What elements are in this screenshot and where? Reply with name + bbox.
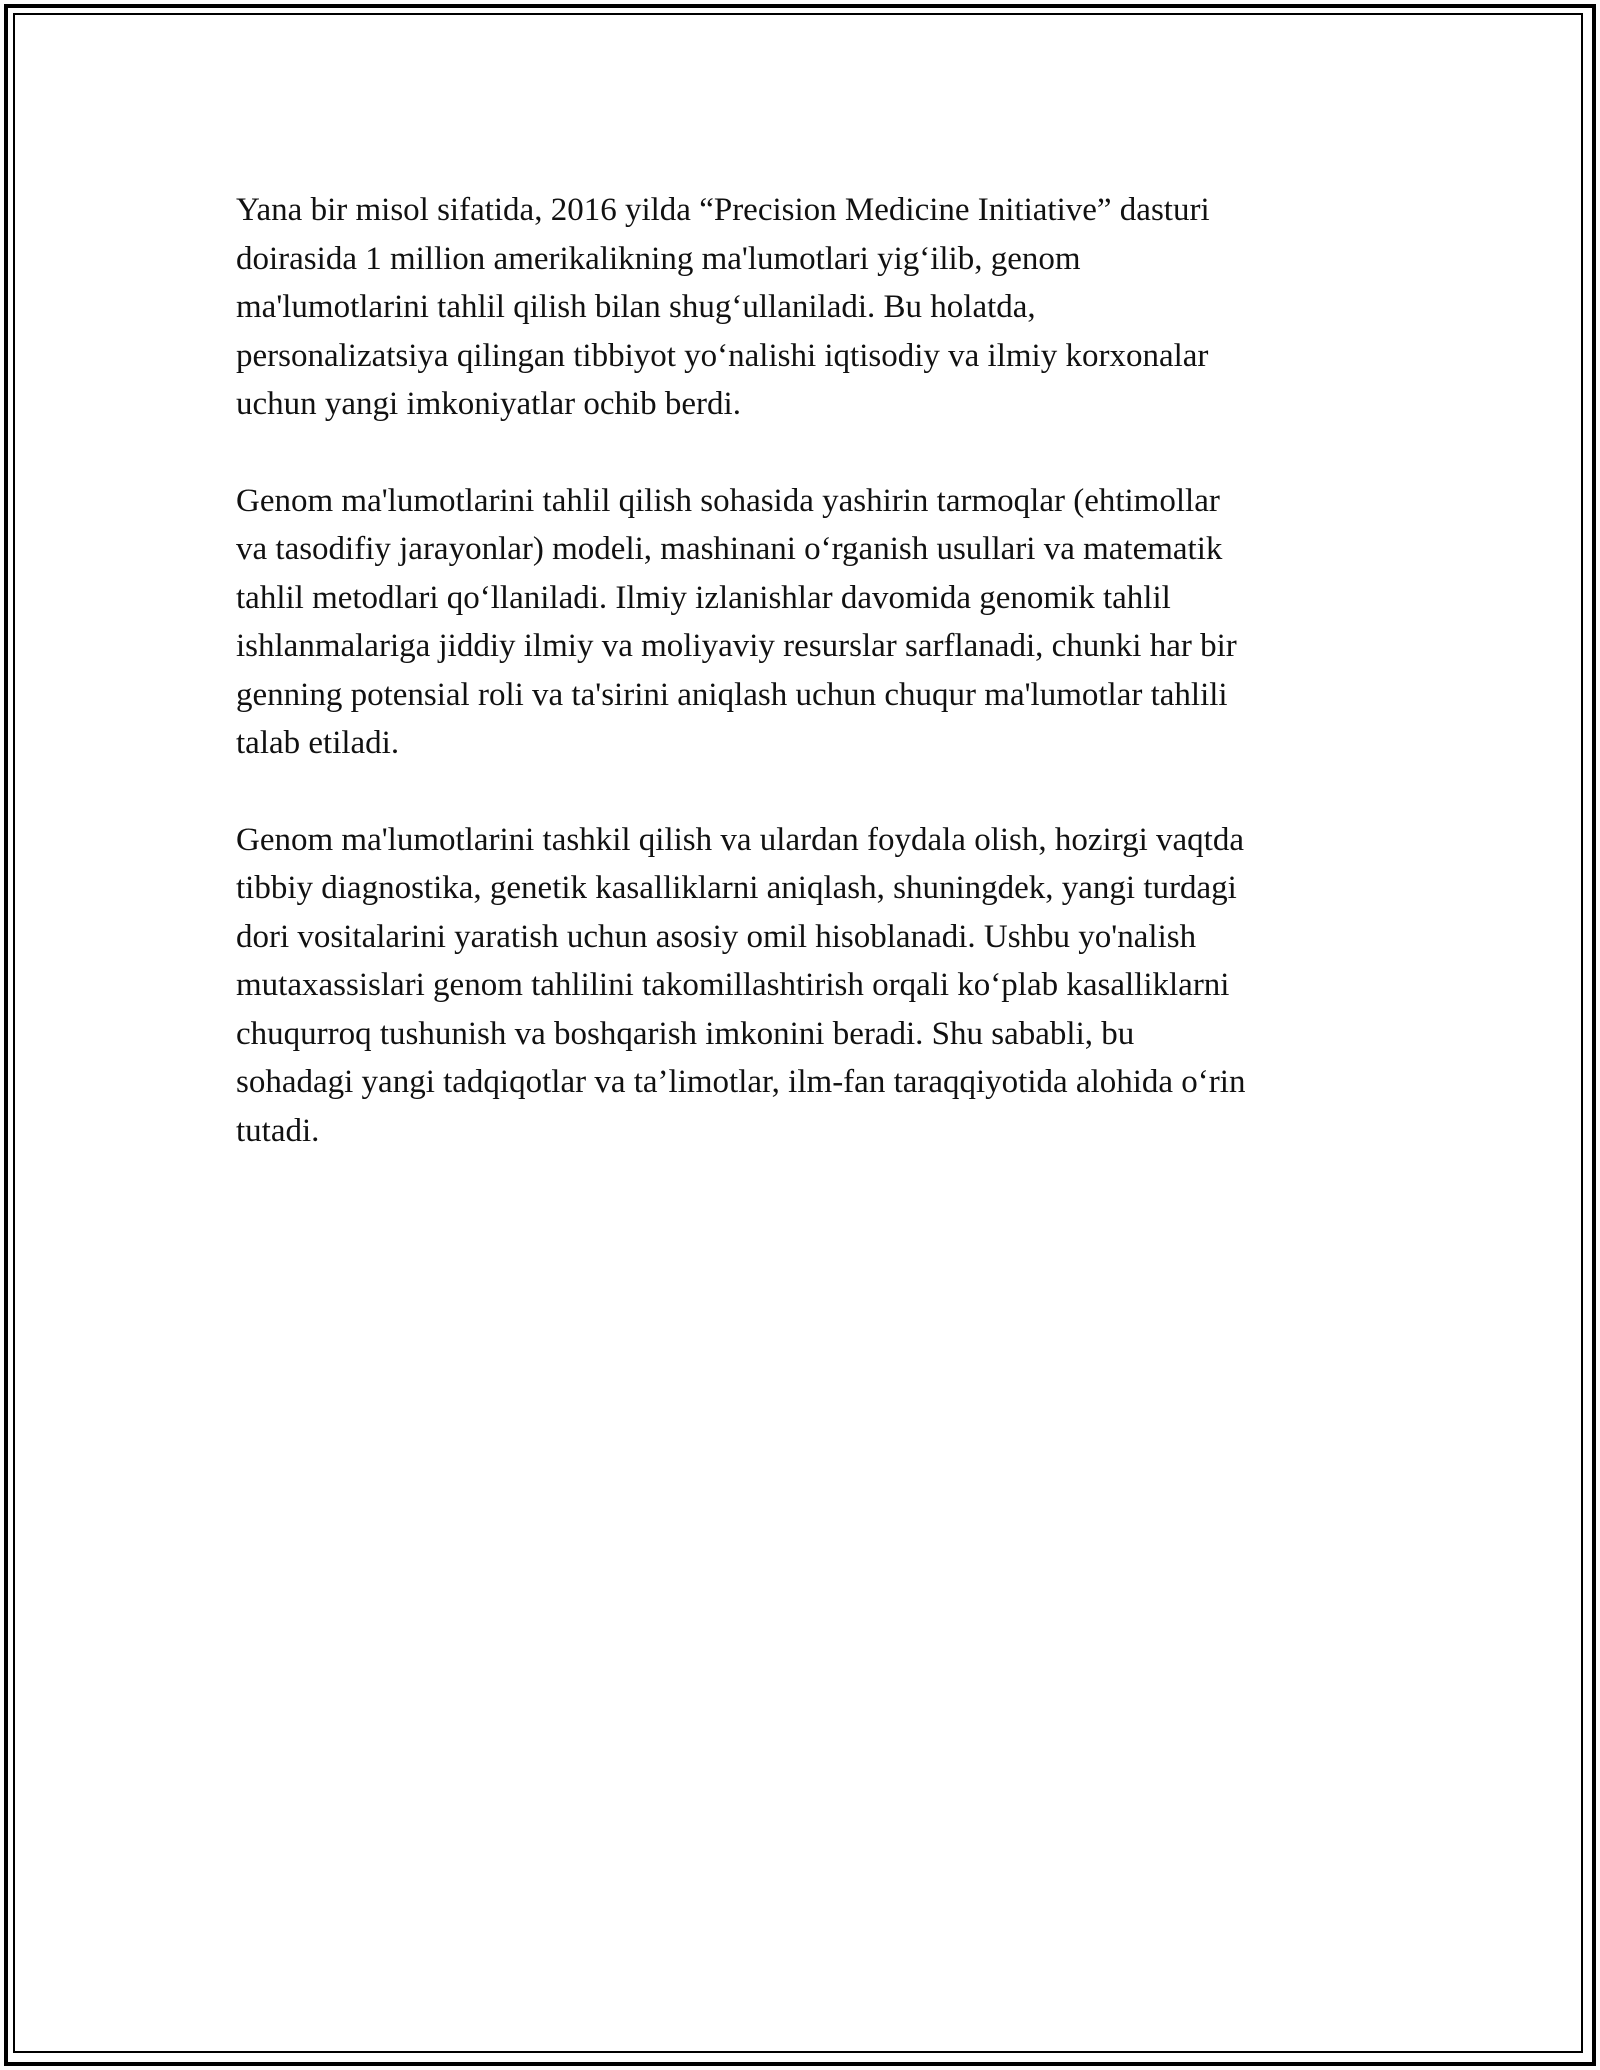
document-body bbox=[236, 186, 1376, 1203]
paragraph-1: Yana bir misol sifatida, 2016 yilda “Precision Medicine Initiative” dasturi doirasida 1 million amerikalikning ma'lumotlari yig‘ilib, genom ma'lumotlarini tahlil qilish bilan shug‘ullaniladi. Bu holatda, personalizatsiya qilingan tibbiyot yo‘nalishi iqtisodiy va ilmiy korxonalar uchun yangi imkoniyatlar ochib berdi. bbox=[236, 192, 1210, 422]
paragraph-2: Genom ma'lumotlarini tahlil qilish sohasida yashirin tarmoqlar (ehtimollar va tasodifiy jarayonlar) modeli, mashinani o‘rganish usullari va matematik tahlil metodlari qo‘llaniladi. Ilmiy izlanishlar davomida genomik tahlil ishlanmalariga jiddiy ilmiy va moliyaviy resurslar sarflanadi, chunki har bir genning potensial roli va ta'sirini aniqlash uchun chuqur ma'lumotlar tahlili talab etiladi. bbox=[236, 482, 1237, 761]
paragraph-3: Genom ma'lumotlarini tashkil qilish va ulardan foydala olish, hozirgi vaqtda tibbiy diagnostika, genetik kasalliklarni aniqlash, shuningdek, yangi turdagi dori vositalarini yaratish uchun asosiy omil hisoblanadi. Ushbu yo'nalish mutaxassislari genom tahlilini takomillashtirish orqali ko‘plab kasalliklarni chuqurroq tushunish va boshqarish imkonini beradi. Shu sababli, bu sohadagi yangi tadqiqotlar va ta’limotlar, ilm-fan taraqqiyotida alohida o‘rin tutadi. bbox=[236, 821, 1246, 1149]
